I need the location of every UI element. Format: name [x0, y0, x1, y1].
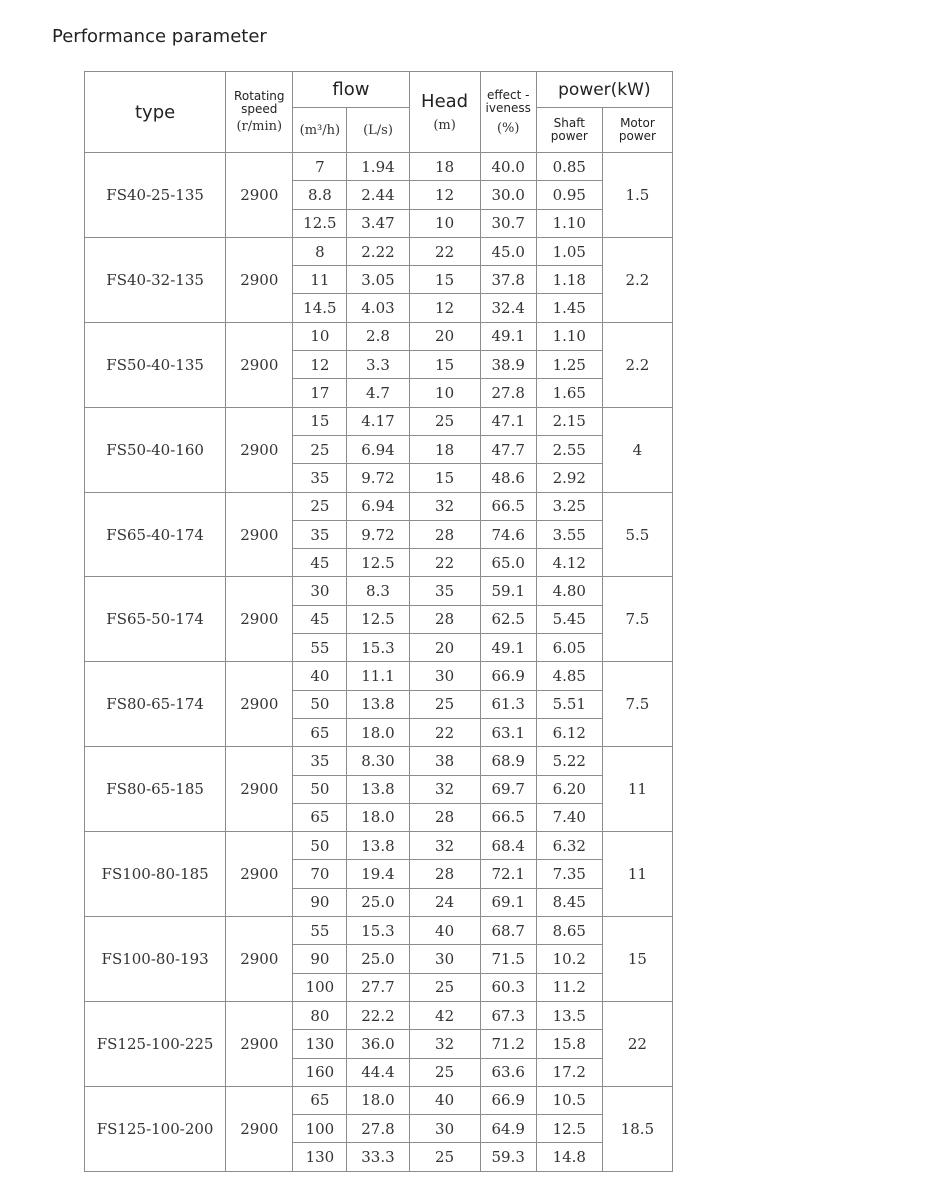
flow-m3h-cell: 70 [293, 860, 347, 888]
rotating-speed-cell: 2900 [226, 917, 293, 1002]
header-rotating-speed-label: Rotating speed [234, 89, 285, 116]
flow-m3h-cell: 25 [293, 492, 347, 520]
flow-ls-cell: 6.94 [347, 492, 409, 520]
shaft-power-cell: 14.8 [536, 1143, 602, 1171]
head-cell: 25 [409, 973, 480, 1001]
flow-ls-cell: 19.4 [347, 860, 409, 888]
model-type-cell: FS40-25-135 [85, 153, 226, 238]
flow-m3h-cell: 90 [293, 945, 347, 973]
header-flow: flow [293, 72, 409, 108]
motor-power-cell: 5.5 [602, 492, 672, 577]
header-effectiveness [480, 72, 536, 153]
flow-ls-cell: 2.22 [347, 237, 409, 265]
table-row [85, 237, 673, 265]
flow-ls-cell: 8.30 [347, 747, 409, 775]
motor-power-cell: 2.2 [602, 322, 672, 407]
shaft-power-cell: 8.45 [536, 888, 602, 916]
flow-ls-cell: 8.3 [347, 577, 409, 605]
rotating-speed-cell: 2900 [226, 832, 293, 917]
shaft-power-cell: 2.15 [536, 407, 602, 435]
effectiveness-cell: 63.6 [480, 1058, 536, 1086]
shaft-power-cell: 10.2 [536, 945, 602, 973]
flow-ls-cell: 3.3 [347, 351, 409, 379]
head-cell: 10 [409, 379, 480, 407]
header-flow-ls: (L/s) [347, 108, 409, 153]
flow-m3h-cell: 55 [293, 917, 347, 945]
model-type-cell: FS80-65-174 [85, 662, 226, 747]
flow-ls-cell: 44.4 [347, 1058, 409, 1086]
shaft-power-cell: 0.85 [536, 153, 602, 181]
shaft-power-cell: 6.32 [536, 832, 602, 860]
shaft-power-cell: 2.55 [536, 435, 602, 463]
header-head [409, 72, 480, 153]
effectiveness-cell: 68.9 [480, 747, 536, 775]
effectiveness-cell: 37.8 [480, 266, 536, 294]
head-cell: 12 [409, 181, 480, 209]
head-cell: 25 [409, 1058, 480, 1086]
effectiveness-cell: 71.2 [480, 1030, 536, 1058]
head-cell: 12 [409, 294, 480, 322]
head-cell: 38 [409, 747, 480, 775]
head-cell: 28 [409, 605, 480, 633]
table-row [85, 832, 673, 860]
head-cell: 40 [409, 1086, 480, 1114]
head-cell: 24 [409, 888, 480, 916]
flow-ls-cell: 13.8 [347, 690, 409, 718]
rotating-speed-cell: 2900 [226, 662, 293, 747]
shaft-power-cell: 1.10 [536, 322, 602, 350]
flow-ls-cell: 18.0 [347, 718, 409, 746]
flow-m3h-cell: 12 [293, 351, 347, 379]
effectiveness-cell: 71.5 [480, 945, 536, 973]
head-cell: 20 [409, 322, 480, 350]
effectiveness-cell: 69.1 [480, 888, 536, 916]
flow-ls-cell: 1.94 [347, 153, 409, 181]
head-cell: 32 [409, 775, 480, 803]
flow-m3h-cell: 50 [293, 690, 347, 718]
shaft-power-cell: 4.85 [536, 662, 602, 690]
header-rotating-speed [226, 72, 293, 153]
effectiveness-cell: 61.3 [480, 690, 536, 718]
head-cell: 32 [409, 1030, 480, 1058]
head-cell: 18 [409, 435, 480, 463]
shaft-power-cell: 1.05 [536, 237, 602, 265]
head-cell: 30 [409, 1115, 480, 1143]
header-rotating-speed-unit: (r/min) [236, 119, 283, 134]
shaft-power-cell: 7.35 [536, 860, 602, 888]
flow-m3h-cell: 100 [293, 973, 347, 1001]
flow-ls-cell: 13.8 [347, 775, 409, 803]
head-cell: 40 [409, 917, 480, 945]
flow-ls-cell: 2.8 [347, 322, 409, 350]
head-cell: 25 [409, 407, 480, 435]
head-cell: 22 [409, 718, 480, 746]
motor-power-cell: 18.5 [602, 1086, 672, 1171]
flow-ls-cell: 13.8 [347, 832, 409, 860]
head-cell: 32 [409, 492, 480, 520]
effectiveness-cell: 45.0 [480, 237, 536, 265]
effectiveness-cell: 30.0 [480, 181, 536, 209]
motor-power-cell: 7.5 [602, 662, 672, 747]
shaft-power-cell: 5.51 [536, 690, 602, 718]
flow-m3h-cell: 8 [293, 237, 347, 265]
shaft-power-cell: 5.22 [536, 747, 602, 775]
effectiveness-cell: 66.9 [480, 662, 536, 690]
shaft-power-cell: 11.2 [536, 973, 602, 1001]
rotating-speed-cell: 2900 [226, 492, 293, 577]
head-cell: 20 [409, 634, 480, 662]
flow-ls-cell: 4.7 [347, 379, 409, 407]
shaft-power-cell: 13.5 [536, 1001, 602, 1029]
header-flow-m3h: (m³/h) [293, 108, 347, 153]
effectiveness-cell: 65.0 [480, 549, 536, 577]
flow-ls-cell: 11.1 [347, 662, 409, 690]
head-cell: 18 [409, 153, 480, 181]
head-cell: 22 [409, 237, 480, 265]
effectiveness-cell: 66.9 [480, 1086, 536, 1114]
flow-ls-cell: 12.5 [347, 549, 409, 577]
flow-ls-cell: 33.3 [347, 1143, 409, 1171]
flow-m3h-cell: 80 [293, 1001, 347, 1029]
header-head-unit: (m) [433, 118, 456, 133]
flow-m3h-cell: 45 [293, 549, 347, 577]
table-row [85, 917, 673, 945]
effectiveness-cell: 47.7 [480, 435, 536, 463]
head-cell: 30 [409, 662, 480, 690]
head-cell: 28 [409, 520, 480, 548]
flow-m3h-cell: 12.5 [293, 209, 347, 237]
effectiveness-cell: 59.3 [480, 1143, 536, 1171]
flow-ls-cell: 25.0 [347, 945, 409, 973]
shaft-power-cell: 0.95 [536, 181, 602, 209]
effectiveness-cell: 72.1 [480, 860, 536, 888]
flow-m3h-cell: 15 [293, 407, 347, 435]
head-cell: 10 [409, 209, 480, 237]
model-type-cell: FS65-50-174 [85, 577, 226, 662]
head-cell: 35 [409, 577, 480, 605]
header-effectiveness-label: effect -iveness [485, 87, 531, 115]
flow-m3h-cell: 100 [293, 1115, 347, 1143]
effectiveness-cell: 66.5 [480, 803, 536, 831]
shaft-power-cell: 6.12 [536, 718, 602, 746]
table-row [85, 747, 673, 775]
head-cell: 32 [409, 832, 480, 860]
flow-m3h-cell: 90 [293, 888, 347, 916]
model-type-cell: FS100-80-185 [85, 832, 226, 917]
shaft-power-cell: 2.92 [536, 464, 602, 492]
rotating-speed-cell: 2900 [226, 237, 293, 322]
table-row [85, 1086, 673, 1114]
head-cell: 28 [409, 860, 480, 888]
flow-ls-cell: 6.94 [347, 435, 409, 463]
table-row [85, 492, 673, 520]
rotating-speed-cell: 2900 [226, 153, 293, 238]
model-type-cell: FS40-32-135 [85, 237, 226, 322]
effectiveness-cell: 48.6 [480, 464, 536, 492]
motor-power-cell: 2.2 [602, 237, 672, 322]
head-cell: 15 [409, 266, 480, 294]
flow-ls-cell: 9.72 [347, 464, 409, 492]
motor-power-cell: 15 [602, 917, 672, 1002]
flow-m3h-cell: 65 [293, 1086, 347, 1114]
flow-ls-cell: 27.8 [347, 1115, 409, 1143]
flow-ls-cell: 18.0 [347, 1086, 409, 1114]
flow-m3h-cell: 25 [293, 435, 347, 463]
flow-ls-cell: 2.44 [347, 181, 409, 209]
flow-m3h-cell: 10 [293, 322, 347, 350]
effectiveness-cell: 68.4 [480, 832, 536, 860]
shaft-power-cell: 6.20 [536, 775, 602, 803]
shaft-power-cell: 7.40 [536, 803, 602, 831]
flow-ls-cell: 15.3 [347, 917, 409, 945]
rotating-speed-cell: 2900 [226, 407, 293, 492]
header-type: type [85, 72, 226, 153]
flow-m3h-cell: 55 [293, 634, 347, 662]
flow-m3h-cell: 65 [293, 718, 347, 746]
flow-ls-cell: 3.05 [347, 266, 409, 294]
table-body [85, 153, 673, 1172]
rotating-speed-cell: 2900 [226, 747, 293, 832]
model-type-cell: FS125-100-225 [85, 1001, 226, 1086]
shaft-power-cell: 15.8 [536, 1030, 602, 1058]
table-row [85, 153, 673, 181]
effectiveness-cell: 60.3 [480, 973, 536, 1001]
page-title: Performance parameter [52, 26, 267, 47]
flow-ls-cell: 9.72 [347, 520, 409, 548]
shaft-power-cell: 12.5 [536, 1115, 602, 1143]
flow-ls-cell: 18.0 [347, 803, 409, 831]
flow-ls-cell: 15.3 [347, 634, 409, 662]
head-cell: 15 [409, 464, 480, 492]
motor-power-cell: 7.5 [602, 577, 672, 662]
flow-m3h-cell: 11 [293, 266, 347, 294]
model-type-cell: FS50-40-135 [85, 322, 226, 407]
shaft-power-cell: 17.2 [536, 1058, 602, 1086]
table-row [85, 407, 673, 435]
head-cell: 15 [409, 351, 480, 379]
head-cell: 25 [409, 690, 480, 718]
effectiveness-cell: 68.7 [480, 917, 536, 945]
effectiveness-cell: 67.3 [480, 1001, 536, 1029]
effectiveness-cell: 62.5 [480, 605, 536, 633]
model-type-cell: FS125-100-200 [85, 1086, 226, 1171]
shaft-power-cell: 8.65 [536, 917, 602, 945]
shaft-power-cell: 4.12 [536, 549, 602, 577]
header-effectiveness-unit: (%) [496, 120, 520, 136]
motor-power-cell: 11 [602, 832, 672, 917]
rotating-speed-cell: 2900 [226, 1001, 293, 1086]
header-power: power(kW) [536, 72, 672, 108]
effectiveness-cell: 69.7 [480, 775, 536, 803]
motor-power-cell: 11 [602, 747, 672, 832]
table-row [85, 322, 673, 350]
table-header [85, 72, 673, 153]
model-type-cell: FS65-40-174 [85, 492, 226, 577]
shaft-power-cell: 1.25 [536, 351, 602, 379]
shaft-power-cell: 3.25 [536, 492, 602, 520]
table-row [85, 1001, 673, 1029]
flow-ls-cell: 3.47 [347, 209, 409, 237]
effectiveness-cell: 49.1 [480, 634, 536, 662]
shaft-power-cell: 1.18 [536, 266, 602, 294]
flow-ls-cell: 4.03 [347, 294, 409, 322]
effectiveness-cell: 74.6 [480, 520, 536, 548]
shaft-power-cell: 1.10 [536, 209, 602, 237]
model-type-cell: FS100-80-193 [85, 917, 226, 1002]
effectiveness-cell: 30.7 [480, 209, 536, 237]
flow-ls-cell: 36.0 [347, 1030, 409, 1058]
head-cell: 30 [409, 945, 480, 973]
shaft-power-cell: 1.65 [536, 379, 602, 407]
header-motor-power: Motor power [602, 108, 672, 153]
head-cell: 22 [409, 549, 480, 577]
flow-m3h-cell: 7 [293, 153, 347, 181]
rotating-speed-cell: 2900 [226, 1086, 293, 1171]
shaft-power-cell: 6.05 [536, 634, 602, 662]
table-row [85, 662, 673, 690]
flow-m3h-cell: 50 [293, 832, 347, 860]
effectiveness-cell: 47.1 [480, 407, 536, 435]
effectiveness-cell: 32.4 [480, 294, 536, 322]
flow-m3h-cell: 45 [293, 605, 347, 633]
head-cell: 28 [409, 803, 480, 831]
effectiveness-cell: 40.0 [480, 153, 536, 181]
effectiveness-cell: 66.5 [480, 492, 536, 520]
flow-m3h-cell: 50 [293, 775, 347, 803]
motor-power-cell: 4 [602, 407, 672, 492]
flow-m3h-cell: 35 [293, 464, 347, 492]
model-type-cell: FS50-40-160 [85, 407, 226, 492]
effectiveness-cell: 38.9 [480, 351, 536, 379]
header-head-label: Head [421, 91, 469, 112]
flow-m3h-cell: 35 [293, 520, 347, 548]
flow-m3h-cell: 130 [293, 1030, 347, 1058]
flow-m3h-cell: 40 [293, 662, 347, 690]
effectiveness-cell: 63.1 [480, 718, 536, 746]
flow-ls-cell: 25.0 [347, 888, 409, 916]
flow-m3h-cell: 8.8 [293, 181, 347, 209]
header-shaft-power: Shaft power [536, 108, 602, 153]
shaft-power-cell: 4.80 [536, 577, 602, 605]
flow-m3h-cell: 14.5 [293, 294, 347, 322]
flow-ls-cell: 4.17 [347, 407, 409, 435]
motor-power-cell: 1.5 [602, 153, 672, 238]
flow-m3h-cell: 35 [293, 747, 347, 775]
effectiveness-cell: 27.8 [480, 379, 536, 407]
model-type-cell: FS80-65-185 [85, 747, 226, 832]
performance-table [84, 71, 673, 1172]
table-row [85, 577, 673, 605]
flow-m3h-cell: 160 [293, 1058, 347, 1086]
flow-ls-cell: 22.2 [347, 1001, 409, 1029]
shaft-power-cell: 1.45 [536, 294, 602, 322]
rotating-speed-cell: 2900 [226, 322, 293, 407]
head-cell: 25 [409, 1143, 480, 1171]
effectiveness-cell: 64.9 [480, 1115, 536, 1143]
flow-ls-cell: 12.5 [347, 605, 409, 633]
shaft-power-cell: 10.5 [536, 1086, 602, 1114]
effectiveness-cell: 49.1 [480, 322, 536, 350]
flow-ls-cell: 27.7 [347, 973, 409, 1001]
flow-m3h-cell: 17 [293, 379, 347, 407]
shaft-power-cell: 5.45 [536, 605, 602, 633]
motor-power-cell: 22 [602, 1001, 672, 1086]
shaft-power-cell: 3.55 [536, 520, 602, 548]
flow-m3h-cell: 130 [293, 1143, 347, 1171]
flow-m3h-cell: 65 [293, 803, 347, 831]
head-cell: 42 [409, 1001, 480, 1029]
effectiveness-cell: 59.1 [480, 577, 536, 605]
rotating-speed-cell: 2900 [226, 577, 293, 662]
flow-m3h-cell: 30 [293, 577, 347, 605]
